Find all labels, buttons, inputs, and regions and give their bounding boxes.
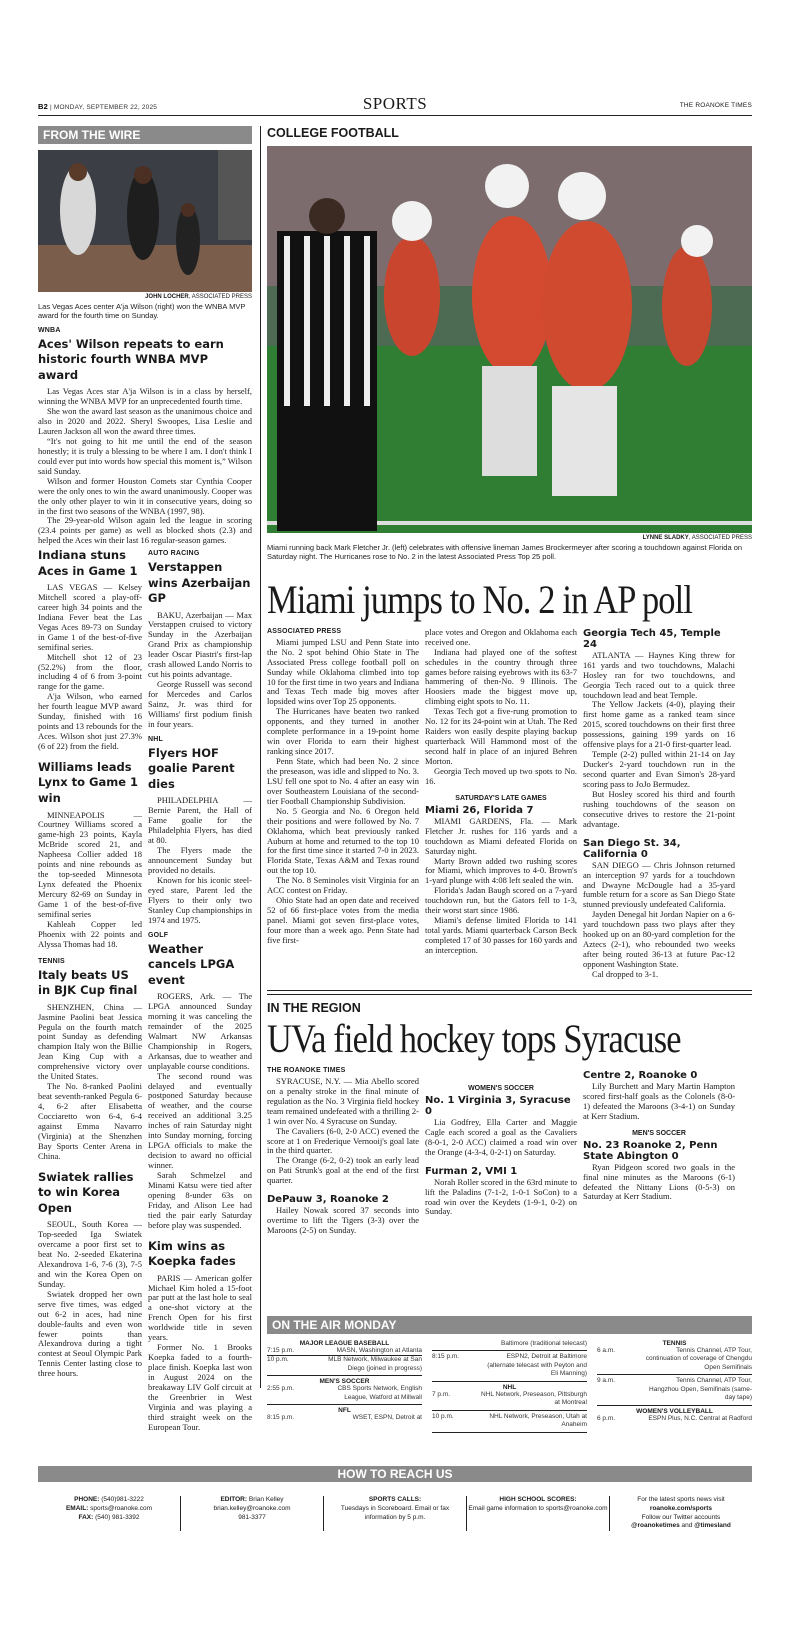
headline-verstappen: Verstappen wins Azerbaijan GP	[148, 560, 251, 606]
twitter-roanoketimes[interactable]: @roanoketimes	[631, 1522, 680, 1530]
miami-photo	[267, 146, 752, 533]
schedule-row: 7:15 p.m. MASN, Washington at Atlanta	[267, 1347, 422, 1354]
brief-column-b: AUTO RACING Verstappen wins Azerbaijan GP BAKU, Azerbaijan — Max Verstappen cruised to victory Sunday in the Azerbaijan Grand Prix as championship leader Oscar Piastri's first-lap crash allowed Lando Norris to cut his points advantage. George Russell was second for Mercedes and Carlos Sainz, Jr. was third for Williams' first podium finish in four years. NHL Flyers HOF goalie Parent dies PHILADELPHIA — Bernie Parent, the Hall of Fame goalie for the Philadelphia Flyers, has died at 80. The Flyers made the announcement Sunday but provided no details. Known for his iconic steel-eyed stare, Parent led the Flyers to their only two Stanley Cup championships in 1974 and 1975. GOLF Weather cancels LPGA event ROGERS, Ark. — The LPGA announced Sunday morning it was canceling the remainder of the 2025 Walmart NW Arkansas Championship in Rogers, Arkansas, due to weather and unplayable course conditions. The second round was delayed and eventually postponed Saturday because of weather, and the course received an additional 3.25 inches of rain Saturday night into Sunday morning, forcing LPGA officials to make the decision to award no official winner. Sarah Schmelzel and Minami Katsu were tied after opening 8-under 63s on Friday, and Alison Lee had tied the pair early Saturday before play was suspended. Kim wins as Koepka fades PARIS — American golfer Michael Kim holed a 15-foot par putt at the last hole to seal a one-shot victory at the French Open for his first worldwide title in seven years. Former No. 1 Brooks Koepka faded to a fourth-place finish. Koepka last won in August 2024 on the breakaway LIV Golf circuit at the Greenbrier in West Virginia and was playing a third straight week on the European Tour.	[148, 550, 252, 1432]
headline-kim: Kim wins as Koepka fades	[148, 1238, 236, 1269]
headline-georgia-tech: Georgia Tech 45, Temple 24	[583, 627, 721, 650]
column-divider	[260, 126, 261, 1388]
photo-caption: Las Vegas Aces center A'ja Wilson (right) won the WNBA MVP award for the fourth time on Sunday.	[38, 302, 246, 321]
contact-phone-email: PHONE: (540)981-3222 EMAIL: sports@roanoke.com FAX: (540) 981-3392	[65, 1496, 153, 1521]
on-the-air-bar: ON THE AIR MONDAY	[267, 1316, 752, 1334]
headline-italy: Italy beats US in BJK Cup final	[38, 967, 138, 998]
website-link[interactable]: roanoke.com/sports	[649, 1504, 713, 1512]
tv-schedule	[267, 1338, 752, 1433]
kicker-golf: GOLF	[148, 931, 169, 939]
headline-furman: Furman 2, VMI 1	[425, 1165, 518, 1177]
schedule-row: 6 p.m. ESPN Plus, N.C. Central at Radford	[597, 1414, 752, 1422]
on-the-air-section	[267, 1316, 752, 1433]
section-in-the-region: IN THE REGION	[267, 1000, 361, 1015]
schedule-row: 10 p.m. MLB Network, Milwaukee at San Diego (joined in progress)	[267, 1356, 422, 1372]
byline: ASSOCIATED PRESS	[267, 627, 342, 635]
masthead: B2 | MONDAY, SEPTEMBER 22, 2025 SPORTS THE ROANOKE TIMES	[38, 94, 752, 116]
kicker-wnba: WNBA	[38, 326, 61, 334]
college-football-section: COLLEGE FOOTBALL LYNNE SLADKY, ASSOCIATED PRESS Miami running back Mark Fletcher Jr. (left) celebrates with offensive lineman James Brockermeyer after scoring a touchdown against Florida on Saturday night. The Hurricanes rose to No. 2 in the latest Associated Press Top 25 poll. Miami jumps to No. 2 in AP poll ASSOCIATED PRESS Miami jumped LSU and Penn State into the No. 2 spot behind Ohio State in The Associated Press college football poll on Sunday while Oklahoma climbed into top 10 for the first time in two years and Indiana and Texas Tech made big moves after lopsided wins over Top 25 opponents. The Hurricanes have beaten two ranked opponents, and they turned in another complete performance in a 19-point home win over Florida to earn their highest ranking since 2017. Penn State, which had been No. 2 since the preseason, was idle and slipped to No. 3. LSU fell one spot to No. 4 after an easy win over Southeastern Louisiana of the second-tier Football Championship Subdivision. No. 5 Georgia and No. 6 Oregon held their positions and were followed by No. 7 Oklahoma, which beat previously ranked Auburn at home and returned to the top 10 for the first time since it started 7-0 in 2023. Florida State, Texas A&M and Texas round out the top 10. The No. 8 Seminoles visit Virginia for an ACC contest on Friday. Ohio State had an open date and received 52 of 66 first-place votes from the media panel. Miami got seven first-place votes, four more than a week ago. Penn State had five first- place votes and Oregon and Oklahoma each received one. Indiana had played one of the softest schedules in the country through three games before raising eyebrows with its 63-7 hammering of then-No. 9 Illinois. The Hoosiers made the biggest move up, climbing eight spots to No. 11. Texas Tech got a five-rung promotion to No. 12 for its 24-point win at Utah. The Red Raiders won easily despite playing backup quarterback Will Hammond most of the second half in place of an injured Behren Morton. Georgia Tech moved up two spots to No. 16. SATURDAY'S LATE GAMES Miami 26, Florida 7 MIAMI GARDENS, Fla. — Mark Fletcher Jr. rushes for 116 yards and a touchdown as Miami defeated Florida on Saturday night. Marty Brown added two rushing scores for Miami, which improves to 4-0. Brown's 1-yard plunge with 4:08 left sealed the win. Florida's Jadan Baugh scored on a 7-yard touchdown run, but the Gators fell to 1-3, their worst start since 1986. Miami's defense limited Florida to 141 total yards. Miami quarterback Carson Beck completed 17 of 30 passes for 160 yards and an interception. Georgia Tech 45, Temple 24 ATLANTA — Haynes King threw for 161 yards and two touchdowns, Malachi Hosley ran for two touchdowns, and Georgia Tech raced out to a quick three touchdown lead and beat Temple. The Yellow Jackets (4-0), playing their first home game as a ranked team since 2015, scored touchdowns on their first three possessions, gaining 199 yards on 16 offensive plays for a 21-0 first-quarter lead. Temple (2-2) pulled within 21-14 on Jay Ducker's 2-yard touchdown run in the second quarter and Evan Simon's 28-yard scoring pass to JoJo Bermudez. But Hosley scored his third and fourth rushing touchdowns of the season on consecutive drives to restore the 21-point advantage. San Diego St. 34, California 0 SAN DIEGO — Chris Johnson returned an interception 97 yards for a touchdown and Dwayne McDougle had a 35-yard fumble return for a score as San Diego State stunned previously undefeated California. Jayden Denegal hit Jordan Napier on a 6-yard touchdown pass two plays after they hooked up on an 80-yard completion for the Aztecs (2-1), who rebounded two weeks after being routed 36-13 at future Pac-12 opponent Washington State. Cal dropped to 3-1. IN THE REGION UVa field hockey tops Syracuse THE ROANOKE TIMES SYRACUSE, N.Y. — Mia Abello scored on a penalty stroke in the final minute of regulation as the No. 3 Virginia field hockey team remained undefeated with a thrilling 2-1 win over No. 4 Syracuse on Sunday. The Cavaliers (6-0, 2-0 ACC) evened the score at 1 on Frederique Vernooij's goal late in the third quarter. The Orange (6-2, 0-2) took an early lead on Pati Strunk's goal at the end of the first quarter. DePauw 3, Roanoke 2 Hailey Nowak scored 37 seconds into overtime to lift the Tigers (3-3) over the Maroons (2-5) on Sunday. WOMEN'S SOCCER No. 1 Virginia 3, Syracuse 0 Lia Godfrey, Ella Carter and Maggie Cagle each scored a goal as the Cavaliers (8-0-1, 2-0 ACC) claimed a road win over the Orange (4-3-4, 0-2-1) on Saturday. Furman 2, VMI 1 Norah Roller scored in the 63rd minute to lift the Paladins (7-1-2, 1-0-1 SoCon) to a road win over the Keydets (1-9-1, 0-2) on Sunday. Centre 2, Roanoke 0 Lily Burchett and Mary Martin Hampton scored first-half goals as the Colonels (8-0-1) defeated the Maroons (3-4-1) on Sunday at Kerr Stadium. MEN'S SOCCER No. 23 Roanoke 2, Penn State Abington 0 Ryan Pidgeon scored two goals in the final nine minutes as the Maroons (6-1) defeated the Nittany Lions (0-5-3) on Saturday at Kerr Stadium.	[267, 126, 752, 1236]
headline-miami-florida: Miami 26, Florida 7	[425, 804, 534, 816]
headline-uva-field-hockey: UVa field hockey tops Syracuse	[267, 1015, 681, 1061]
headline-roanoke-penn-state: No. 23 Roanoke 2, Penn State Abington 0	[583, 1139, 718, 1162]
photo-caption: Miami running back Mark Fletcher Jr. (left) celebrates with offensive lineman James Brockermeyer after scoring a touchdown against Florida on Saturday night. The Hurricanes rose to No. 2 in the latest Associated Press Top 25 poll.	[267, 543, 743, 562]
headline-indiana: Indiana stuns Aces in Game 1	[38, 548, 138, 578]
twitter-timesland[interactable]: @timesland	[694, 1522, 731, 1530]
paper-name: THE ROANOKE TIMES	[679, 102, 752, 109]
basketball-photo-icon	[38, 150, 252, 292]
from-the-wire-bar: FROM THE WIRE	[38, 126, 252, 144]
schedule-row: 8:15 p.m. WSET, ESPN, Detroit at	[267, 1414, 422, 1422]
schedule-row: 2:55 p.m. CBS Sports Network, English League, Watford at Millwall	[267, 1385, 422, 1401]
email-link[interactable]: sports@roanoke.com	[90, 1504, 153, 1512]
headline-williams: Williams leads Lynx to Game 1 win	[38, 759, 139, 805]
kicker-tennis: TENNIS	[38, 957, 65, 965]
photo-credit-name: JOHN LOCHER	[145, 294, 189, 300]
wilson-photo	[38, 150, 252, 292]
page-number: B2	[38, 102, 48, 111]
kicker-nhl: NHL	[148, 735, 163, 743]
headline-depauw: DePauw 3, Roanoke 2	[267, 1194, 389, 1206]
schedule-row: 6 a.m. Tennis Channel, ATP Tour, continuation of coverage of Chengdu Open Semifinals	[597, 1347, 752, 1371]
how-to-reach-us	[38, 1466, 752, 1531]
kicker-mens-soccer: MEN'S SOCCER	[632, 1129, 686, 1137]
kicker-late-games: SATURDAY'S LATE GAMES	[455, 794, 547, 802]
headline-centre: Centre 2, Roanoke 0	[583, 1069, 698, 1081]
newspaper-page	[38, 0, 752, 1638]
reach-us-bar: HOW TO REACH US	[38, 1466, 752, 1482]
headline-miami-ap-poll: Miami jumps to No. 2 in AP poll	[267, 576, 693, 622]
headline-wilson-mvp: Aces' Wilson repeats to earn historic fourth WNBA MVP award	[38, 336, 224, 382]
from-the-wire-rail: FROM THE WIRE JOHN LOCHER, ASSOCIATED PRESS Las Vegas Aces center A'ja Wilson (right) won the WNBA MVP award for the fourth time on Sunday. WNBA Aces' Wilson repeats to earn historic fourth WNBA MVP award Las Vegas Aces star A'ja Wilson is in a class by herself, winning the WNBA MVP for an unprecedented fourth time. She won the award last season as the unanimous choice and also in 2020 and 2022. Sheryl Swoopes, Lisa Leslie and Lauren Jackson all won the award three times. “It's not going to hit me until the end of the season honestly; it is truly a blessing to be where I am. I don't think I could ever put into words how special this moment is,” Wilson said Sunday. Wilson and former Houston Comets star Cynthia Cooper were the only ones to win the award unanimously. Cooper was the only other player to win it in consecutive years, doing so in the first two seasons of the WNBA (1997, 98). The 29-year-old Wilson again led the league in scoring (23.4 points per game) as well as blocked shots (2.3) and helped the Aces win their last 16 regular-season games.	[38, 128, 252, 546]
schedule-row: Baltimore (traditional telecast)	[501, 1340, 587, 1347]
football-photo-icon	[267, 146, 752, 533]
kicker-auto-racing: AUTO RACING	[148, 550, 200, 557]
headline-parent: Flyers HOF goalie Parent dies	[148, 745, 235, 791]
contact-sports-calls: SPORTS CALLS: Tuesdays in Scoreboard. Email or fax information by 5 p.m.	[323, 1496, 466, 1531]
schedule-row: 10 p.m. NHL Network, Preseason, Utah at Anaheim	[432, 1412, 587, 1429]
headline-lpga: Weather cancels LPGA event	[148, 941, 235, 987]
schedule-row: 7 p.m. NHL Network, Preseason, Pittsburgh at Montreal	[432, 1390, 587, 1407]
page-date: MONDAY, SEPTEMBER 22, 2025	[53, 104, 158, 111]
schedule-column: TENNIS 6 a.m. Tennis Channel, ATP Tour, continuation of coverage of Chengdu Open Semifinals 9 a.m. Tennis Channel, ATP Tour, Hangzhou Open, Semifinals (same-day tape) WOMEN'S VOLLEYBALL 6 p.m. ESPN Plus, N.C. Central at Radford	[597, 1340, 752, 1422]
kicker-womens-soccer: WOMEN'S SOCCER	[468, 1084, 534, 1092]
schedule-row: 8:15 p.m. ESPN2, Detroit at Baltimore (alternate telecast with Peyton and Eli Manning)	[432, 1353, 587, 1378]
schedule-row: 9 a.m. Tennis Channel, ATP Tour, Hangzhou Open, Semifinals (same-day tape)	[597, 1377, 752, 1402]
section-title: SPORTS	[362, 94, 428, 113]
double-rule	[267, 990, 752, 995]
byline: THE ROANOKE TIMES	[267, 1066, 346, 1074]
editor-email-link[interactable]: brian.kelley@roanoke.com	[213, 1504, 291, 1512]
region-story-columns: THE ROANOKE TIMES SYRACUSE, N.Y. — Mia Abello scored on a penalty stroke in the final minute of regulation as the No. 3 Virginia field hockey team remained undefeated with a thrilling 2-1 win over No. 4 Syracuse on Sunday. The Cavaliers (6-0, 2-0 ACC) evened the score at 1 on Frederique Vernooij's goal late in the third quarter. The Orange (6-2, 0-2) took an early lead on Pati Strunk's goal at the end of the first quarter. DePauw 3, Roanoke 2 Hailey Nowak scored 37 seconds into overtime to lift the Tigers (3-3) over the Maroons (2-5) on Sunday. WOMEN'S SOCCER No. 1 Virginia 3, Syracuse 0 Lia Godfrey, Ella Carter and Maggie Cagle each scored a goal as the Cavaliers (8-0-1, 2-0 ACC) claimed a road win over the Orange (4-3-4, 0-2-1) on Saturday. Furman 2, VMI 1 Norah Roller scored in the 63rd minute to lift the Paladins (7-1-2, 1-0-1 SoCon) to a road win over the Keydets (1-9-1, 0-2) on Sunday. Centre 2, Roanoke 0 Lily Burchett and Mary Martin Hampton scored first-half goals as the Colonels (8-0-1) defeated the Maroons (3-4-1) on Sunday at Kerr Stadium. MEN'S SOCCER No. 23 Roanoke 2, Penn State Abington 0 Ryan Pidgeon scored two goals in the final nine minutes as the Maroons (6-1) defeated the Nittany Lions (0-5-3) on Saturday at Kerr Stadium.	[267, 1066, 735, 1236]
story-wilson-mvp: Las Vegas Aces star A'ja Wilson is in a class by herself, winning the WNBA MVP for an unprecedented fourth time. She won the award last season as the unanimous choice and also in 2020 and 2022. Sheryl Swoopes, Lisa Leslie and Lauren Jackson all won the award three times. “It's not going to hit me until the end of the season honestly; it is truly a blessing to be where I am. I don't think I could ever put into words how special this moment is,” Wilson said Sunday. Wilson and former Houston Comets star Cynthia Cooper were the only ones to win the award unanimously. Cooper was the only other player to win it in consecutive years, doing so in the first two seasons of the WNBA (1997, 98). The 29-year-old Wilson again led the league in scoring (23.4 points per game) as well as blocked shots (2.3) and helped the Aces win their last 16 regular-season games.	[38, 386, 252, 546]
college-story-columns: ASSOCIATED PRESS Miami jumped LSU and Penn State into the No. 2 spot behind Ohio State in The Associated Press college football poll on Sunday while Oklahoma climbed into top 10 for the first time in two years and Indiana and Texas Tech made big moves after lopsided wins over Top 25 opponents. The Hurricanes have beaten two ranked opponents, and they turned in another complete performance in a 19-point home win over Florida to earn their highest ranking since 2017. Penn State, which had been No. 2 since the preseason, was idle and slipped to No. 3. LSU fell one spot to No. 4 after an easy win over Southeastern Louisiana of the second-tier Football Championship Subdivision. No. 5 Georgia and No. 6 Oregon held their positions and were followed by No. 7 Oklahoma, which beat previously ranked Auburn at home and returned to the top 10 for the first time since it started 7-0 in 2023. Florida State, Texas A&M and Texas round out the top 10. The No. 8 Seminoles visit Virginia for an ACC contest on Friday. Ohio State had an open date and received 52 of 66 first-place votes from the media panel. Miami got seven first-place votes, four more than a week ago. Penn State had five first- place votes and Oregon and Oklahoma each received one. Indiana had played one of the softest schedules in the country through three games before raising eyebrows with its 63-7 hammering of then-No. 9 Illinois. The Hoosiers made the biggest move up, climbing eight spots to No. 11. Texas Tech got a five-rung promotion to No. 12 for its 24-point win at Utah. The Red Raiders won easily despite playing backup quarterback Will Hammond most of the second half in place of an injured Behren Morton. Georgia Tech moved up two spots to No. 16. SATURDAY'S LATE GAMES Miami 26, Florida 7 MIAMI GARDENS, Fla. — Mark Fletcher Jr. rushes for 116 yards and a touchdown as Miami defeated Florida on Saturday night. Marty Brown added two rushing scores for Miami, which improves to 4-0. Brown's 1-yard plunge with 4:08 left sealed the win. Florida's Jadan Baugh scored on a 7-yard touchdown run, but the Gators fell to 1-3, their worst start since 1986. Miami's defense limited Florida to 141 total yards. Miami quarterback Carson Beck completed 17 of 30 passes for 160 yards and an interception. Georgia Tech 45, Temple 24 ATLANTA — Haynes King threw for 161 yards and two touchdowns, Malachi Hosley ran for two touchdowns, and Georgia Tech raced out to a quick three touchdown lead and beat Temple. The Yellow Jackets (4-0), playing their first home game as a ranked team since 2015, scored touchdowns on their first three possessions, gaining 199 yards on 16 offensive plays for a 21-0 first-quarter lead. Temple (2-2) pulled within 21-14 on Jay Ducker's 2-yard touchdown run in the second quarter and Evan Simon's 28-yard scoring pass to JoJo Bermudez. But Hosley scored his third and fourth rushing touchdowns of the season on consecutive drives to restore the 21-point advantage. San Diego St. 34, California 0 SAN DIEGO — Chris Johnson returned an interception 97 yards for a touchdown and Dwayne McDougle had a 35-yard fumble return for a score as San Diego State stunned previously undefeated California. Jayden Denegal hit Jordan Napier on a 6-yard touchdown pass two plays after they hooked up on an 80-yard completion for the Aztecs (2-1), who rebounded two weeks after being routed 36-13 at future Pac-12 opponent Washington State. Cal dropped to 3-1.	[267, 626, 735, 979]
section-college-football: COLLEGE FOOTBALL	[267, 126, 399, 140]
brief-columns	[38, 548, 252, 1433]
headline-uva-soccer: No. 1 Virginia 3, Syracuse 0	[425, 1094, 571, 1117]
contact-web: For the latest sports news visit roanoke.com/sports Follow our Twitter accounts @roanoketimes and @timesland	[609, 1496, 752, 1531]
brief-column-a: Indiana stuns Aces in Game 1 LAS VEGAS — Kelsey Mitchell scored a play-off-career high 34 points and the Indiana Fever beat the Las Vegas Aces 89-73 on Sunday in Game 1 of the best-of-five semifinal series. Mitchell shot 12 of 23 (52.2%) from the floor, including 4 of 6 from 3-point range for the game. A'ja Wilson, who earned her fourth league MVP award Sunday, finished with 16 points and 13 rebounds for the Aces. Wilson shot just 27.3% (6 of 22) from the field. Williams leads Lynx to Game 1 win MINNEAPOLIS — Courtney Williams scored a game-high 23 points, Kayla McBride scored 21, and Napheesa Collier added 18 points and nine rebounds as the top-seeded Minnesota Lynx defeated the Phoenix Mercury 82-69 on Sunday in Game 1 of the best-of-five semifinal series Kahleah Copper led Phoenix with 22 points and Alyssa Thomas had 18. TENNIS Italy beats US in BJK Cup final SHENZHEN, China — Jasmine Paolini beat Jessica Pegula on the fourth match point Sunday as defending champion Italy won the Billie Jean King Cup with a comprehensive victory over the United States. The No. 8-ranked Paolini beat seventh-ranked Pegula 6-4, 6-2 after Elisabetta Cocciaretto won 6-4, 6-4 against Emma Navarro (Virginia) at the Shenzhen Bay Sports Center Arena in China. Swiatek rallies to win Korea Open SEOUL, South Korea — Top-seeded Iga Swiatek overcame a poor first set to beat No. 2-seeded Ekaterina Alexandrova 1-6, 7-6 (3), 7-5 and win the Korea Open on Sunday. Swiatek dropped her own serve five times, was edged out 6-2 in aces, had nine double-faults and even won fewer points than Alexandrova during a tight contest at Seoul Olympic Park Tennis Center lasting close to three hours.	[38, 548, 142, 1379]
headline-san-diego-st: San Diego St. 34, California 0	[583, 837, 681, 860]
schedule-column: Baltimore (traditional telecast) 8:15 p.m. ESPN2, Detroit at Baltimore (alternate telecast with Peyton and Eli Manning) NHL 7 p.m. NHL Network, Preseason, Pittsburgh at Montreal 10 p.m. NHL Network, Preseason, Utah at Anaheim	[432, 1338, 587, 1433]
headline-swiatek: Swiatek rallies to win Korea Open	[38, 1169, 134, 1215]
contact-editor: EDITOR: Brian Kelley brian.kelley@roanoke.com 981-3377	[180, 1496, 323, 1531]
contact-high-school: HIGH SCHOOL SCORES: Email game information to sports@roanoke.com	[466, 1496, 609, 1531]
photo-credit-name: LYNNE SLADKY	[642, 535, 689, 541]
schedule-column: MAJOR LEAGUE BASEBALL 7:15 p.m. MASN, Washington at Atlanta 10 p.m. MLB Network, Milwaukee at San Diego (joined in progress) MEN'S SOCCER 2:55 p.m. CBS Sports Network, English League, Watford at Millwall NFL 8:15 p.m. WSET, ESPN, Detroit at	[267, 1340, 422, 1422]
